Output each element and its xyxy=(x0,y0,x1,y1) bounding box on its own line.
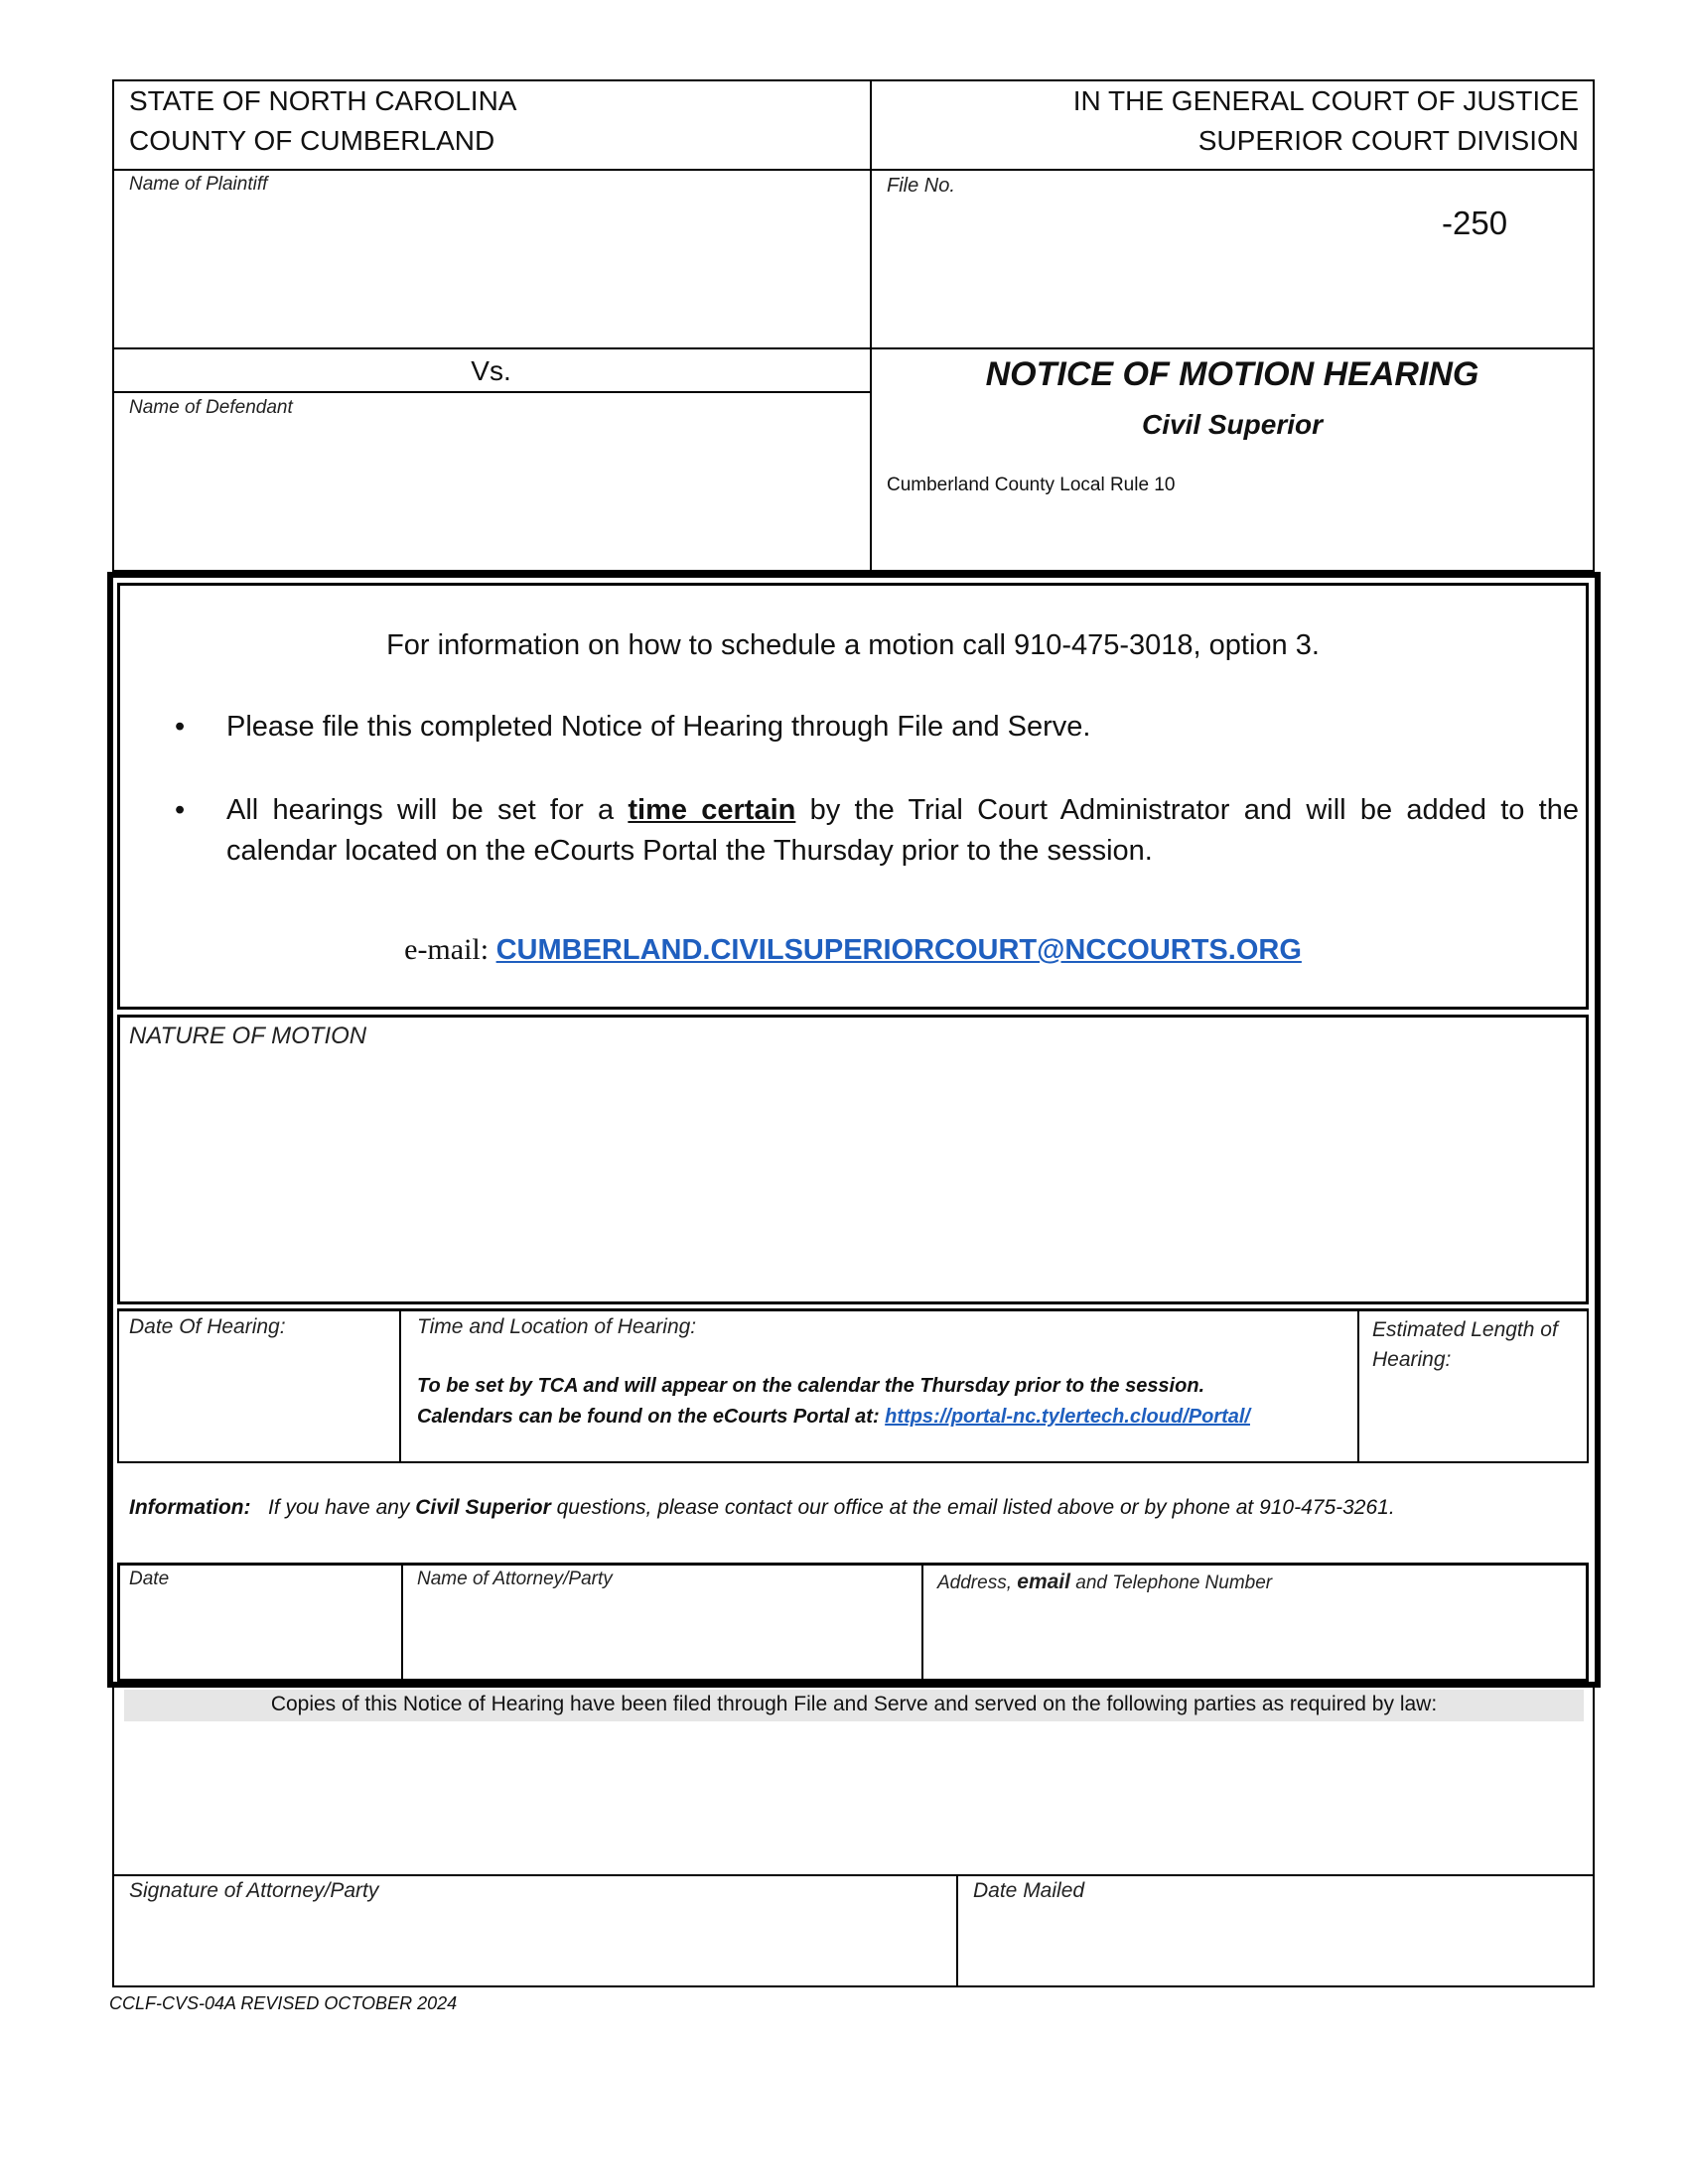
time-location-label: Time and Location of Hearing: xyxy=(417,1315,697,1338)
parties-served-field[interactable] xyxy=(115,1725,1593,1872)
nature-field[interactable] xyxy=(121,1056,1585,1300)
bullet-1: • xyxy=(175,711,186,743)
caption-divider xyxy=(870,79,872,572)
attorney-name-label: Name of Attorney/Party xyxy=(417,1569,613,1589)
date-mailed-field[interactable] xyxy=(960,1908,1592,1985)
form-subtitle: Civil Superior xyxy=(1141,409,1324,440)
plaintiff-field[interactable] xyxy=(114,199,868,345)
tca-note-2: Calendars can be found on the eCourts Portal at: https://portal-nc.tylertech.cloud/Portal/ xyxy=(417,1406,1250,1428)
date-mailed-label: Date Mailed xyxy=(973,1879,1085,1902)
nature-label: NATURE OF MOTION xyxy=(129,1023,367,1049)
defendant-label: Name of Defendant xyxy=(129,397,293,418)
copies-text: Copies of this Notice of Hearing have been filed through File and Serve and served on the following parties as required by law: xyxy=(270,1693,1438,1715)
attorney-date-label: Date xyxy=(129,1569,170,1589)
email-label: e-mail: xyxy=(404,933,496,966)
attorney-name-field[interactable] xyxy=(405,1594,919,1678)
time-certain-emphasis: time certain xyxy=(628,794,796,826)
state-name: STATE OF NORTH CAROLINA xyxy=(129,85,517,116)
attorney-address-field[interactable] xyxy=(925,1594,1585,1678)
date-of-hearing-label: Date Of Hearing: xyxy=(129,1315,286,1338)
form-id: CCLF-CVS-04A REVISED OCTOBER 2024 xyxy=(109,1993,458,2013)
estimated-length-label: Estimated Length of Hearing: xyxy=(1372,1318,1558,1371)
bullet-file-serve: Please file this completed Notice of Hearing through File and Serve. xyxy=(226,711,1091,743)
tca-note-1: To be set by TCA and will appear on the calendar the Thursday prior to the session. xyxy=(417,1375,1205,1397)
schedule-info: For information on how to schedule a motion call 910-475-3018, option 3. xyxy=(386,629,1320,661)
file-no-label: File No. xyxy=(887,175,955,197)
email-line xyxy=(119,933,1587,967)
file-no-value[interactable]: -250 xyxy=(1442,205,1508,241)
plaintiff-label: Name of Plaintiff xyxy=(129,174,268,195)
attorney-date-field[interactable] xyxy=(121,1594,399,1678)
local-rule: Cumberland County Local Rule 10 xyxy=(887,475,1176,495)
signature-label: Signature of Attorney/Party xyxy=(129,1879,379,1902)
court-name: IN THE GENERAL COURT OF JUSTICE xyxy=(1072,85,1579,116)
signature-field[interactable] xyxy=(115,1908,954,1985)
form-title: NOTICE OF MOTION HEARING xyxy=(985,355,1479,393)
county-name: COUNTY OF CUMBERLAND xyxy=(129,125,495,156)
email-link[interactable]: CUMBERLAND.CIVILSUPERIORCOURT@NCCOURTS.ORG xyxy=(495,934,1302,966)
information-label: Information: xyxy=(129,1496,251,1519)
bullet-2: • xyxy=(175,794,186,826)
portal-link[interactable]: https://portal-nc.tylertech.cloud/Portal/ xyxy=(885,1406,1250,1428)
attorney-address-label: Address, email and Telephone Number xyxy=(937,1570,1273,1593)
information-text: Information: If you have any Civil Superior questions, please contact our office at the email listed above or by phone at 910-475-3261. xyxy=(129,1496,1395,1519)
vs-label: Vs. xyxy=(471,355,511,386)
division-name: SUPERIOR COURT DIVISION xyxy=(1197,125,1579,156)
bullet-time-certain: All hearings will be set for a time certain by the Trial Court Administrator and will be added to the calendar located on the eCourts Portal the Thursday prior to the session. xyxy=(226,794,1579,867)
defendant-field[interactable] xyxy=(114,422,868,571)
